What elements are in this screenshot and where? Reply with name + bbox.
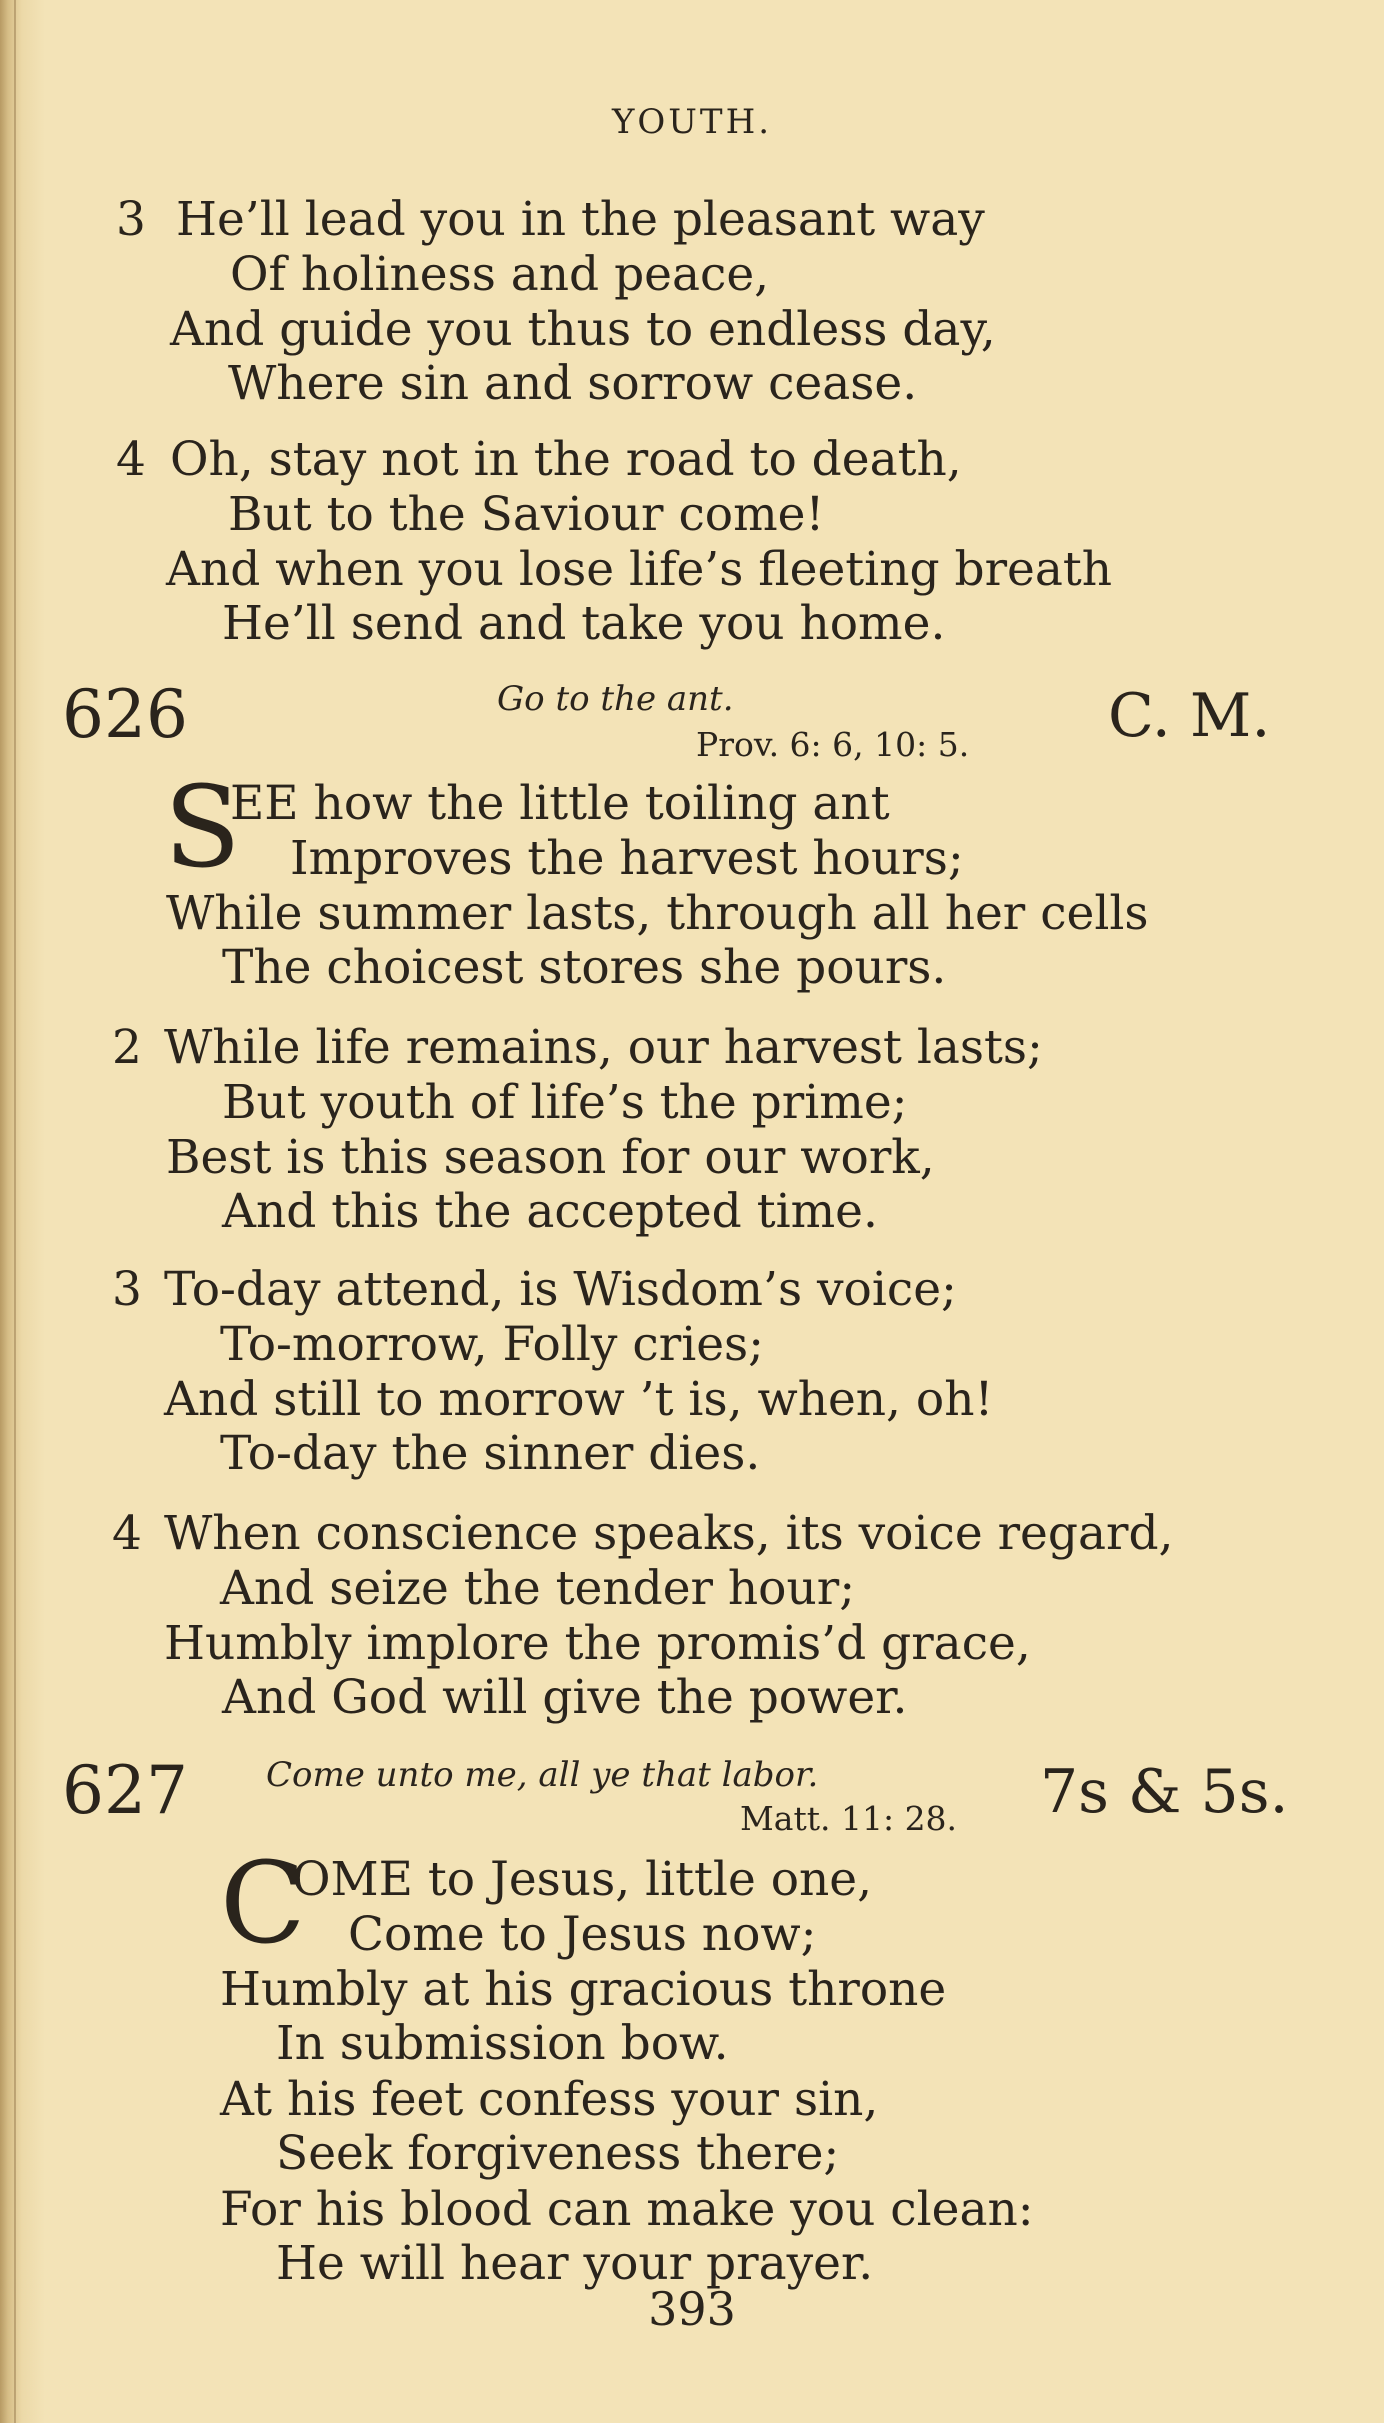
verse-line: To-morrow, Folly cries; (220, 1317, 764, 1372)
drop-cap: S (164, 763, 241, 893)
hymn-title: Go to the ant. (497, 679, 734, 719)
verse-line: But to the Saviour come! (228, 487, 825, 542)
verse-line: But youth of life’s the prime; (222, 1075, 908, 1130)
page-binding-edge (14, 0, 16, 2423)
hymn-number: 626 (62, 676, 188, 753)
verse-line: Oh, stay not in the road to death, (170, 432, 962, 487)
verse-line: Humbly implore the promis’d grace, (164, 1616, 1031, 1671)
verse-line: And guide you thus to endless day, (170, 302, 996, 357)
verse-number: 3 (116, 192, 146, 247)
scripture-reference: Matt. 11: 28. (740, 1799, 958, 1838)
verse-line: While life remains, our harvest lasts; (164, 1020, 1043, 1075)
verse-line: He will hear your prayer. (276, 2236, 874, 2291)
verse-line: He’ll send and take you home. (222, 596, 946, 651)
page-number: 393 (648, 2282, 736, 2336)
verse-line: To-day attend, is Wisdom’s voice; (164, 1262, 957, 1317)
verse-line: In submission bow. (276, 2016, 729, 2071)
hymn-meter: C. M. (1108, 681, 1271, 751)
verse-line: Where sin and sorrow cease. (228, 356, 918, 411)
verse-line: Improves the harvest hours; (290, 831, 964, 886)
verse-number: 2 (112, 1020, 142, 1075)
verse-line: He’ll lead you in the pleasant way (176, 192, 985, 247)
verse-number: 4 (116, 432, 146, 487)
verse-line: Come to Jesus now; (348, 1907, 817, 1962)
verse-line: EE how the little toiling ant (230, 776, 890, 831)
verse-line: Of holiness and peace, (230, 247, 770, 302)
verse-line: The choicest stores she pours. (222, 940, 947, 995)
hymn-number: 627 (62, 1752, 188, 1829)
verse-line: For his blood can make you clean: (220, 2182, 1034, 2237)
scripture-reference: Prov. 6: 6, 10: 5. (696, 725, 970, 764)
verse-line: Best is this season for our work, (166, 1130, 935, 1185)
verse-line: Seek forgiveness there; (276, 2126, 840, 2181)
verse-line: And seize the tender hour; (220, 1561, 856, 1616)
verse-number: 3 (112, 1262, 142, 1317)
verse-line: And when you lose life’s fleeting breath (166, 542, 1113, 597)
verse-line: While summer lasts, through all her cells (166, 886, 1149, 941)
verse-line: When conscience speaks, its voice regard, (164, 1506, 1174, 1561)
verse-line: And God will give the power. (222, 1670, 908, 1725)
running-head: YOUTH. (611, 102, 773, 142)
hymn-meter: 7s & 5s. (1040, 1757, 1289, 1827)
hymn-title: Come unto me, all ye that labor. (266, 1755, 819, 1795)
verse-line: And still to morrow ’t is, when, oh! (164, 1372, 994, 1427)
verse-number: 4 (112, 1506, 142, 1561)
verse-line: To-day the sinner dies. (220, 1426, 761, 1481)
verse-line: Humbly at his gracious throne (220, 1962, 947, 2017)
verse-line: At his feet confess your sin, (220, 2072, 879, 2127)
drop-cap: C (220, 1839, 306, 1969)
verse-line: OME to Jesus, little one, (292, 1852, 873, 1907)
verse-line: And this the accepted time. (222, 1184, 878, 1239)
